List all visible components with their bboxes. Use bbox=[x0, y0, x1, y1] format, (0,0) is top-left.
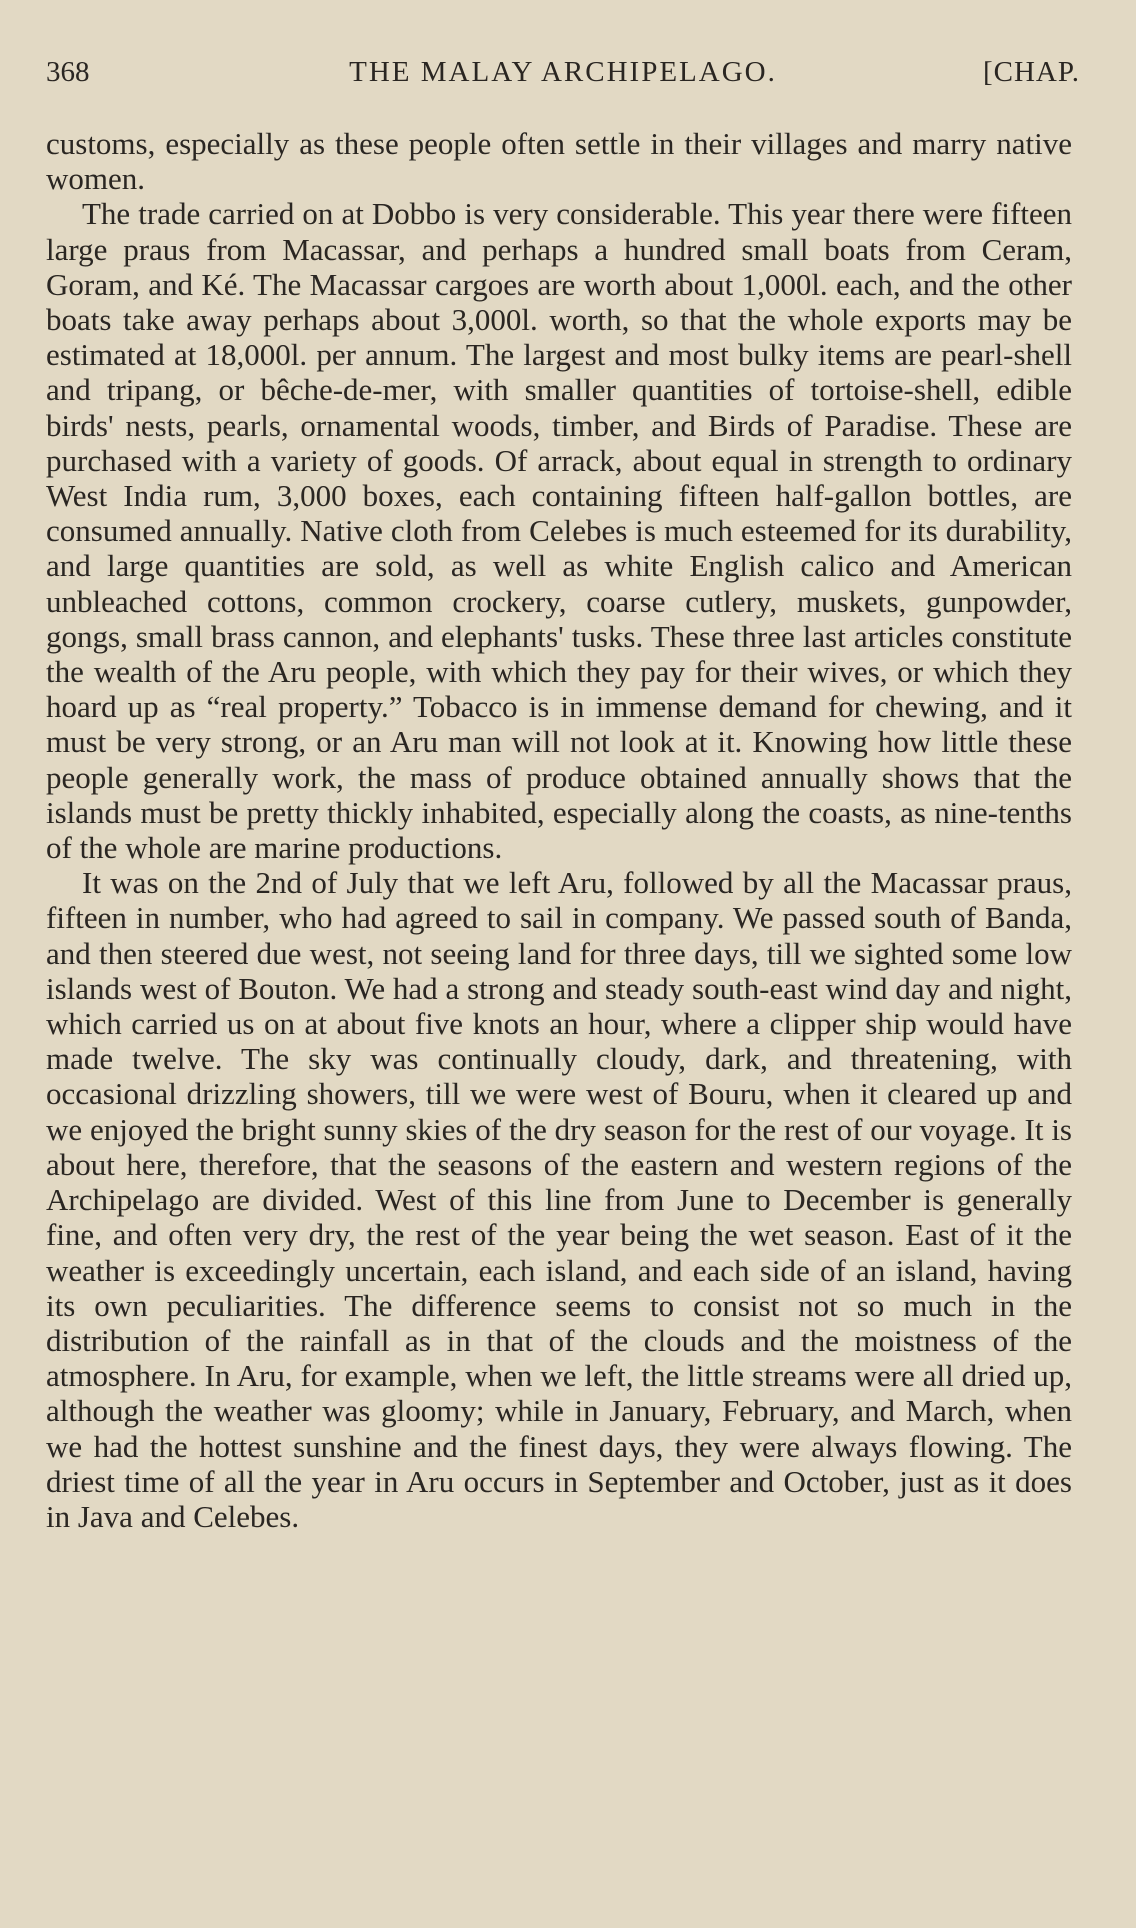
page-number: 368 bbox=[46, 56, 90, 88]
running-title: THE MALAY ARCHIPELAGO. bbox=[349, 56, 777, 88]
chapter-label: [CHAP. bbox=[982, 56, 1080, 88]
page-header bbox=[46, 52, 1080, 92]
paragraph-voyage: It was on the 2nd of July that we left Aru, followed by all the Macassar praus, fifteen in number, who had agreed to sail in company. We passed south of Banda, and then steered due west, not seeing land for three days, till we sighted some low islands west of Bouton. We had a strong and steady south-east wind day and night, which carried us on at about five knots an hour, where a clipper ship would have made twelve. The sky was continually cloudy, dark, and threatening, with occasional drizzling showers, till we were west of Bouru, when it cleared up and we enjoyed the bright sunny skies of the dry season for the rest of our voyage. It is about here, therefore, that the seasons of the eastern and western regions of the Archipelago are divided. West of this line from June to December is generally fine, and often very dry, the rest of the year being the wet season. East of it the weather is exceedingly uncertain, each island, and each side of an island, having its own peculiarities. The difference seems to consist not so much in the distribution of the rainfall as in that of the clouds and the moistness of the atmosphere. In Aru, for example, when we left, the little streams were all dried up, although the weather was gloomy; while in January, February, and March, when we had the hottest sunshine and the finest days, they were always flowing. The driest time of all the year in Aru occurs in September and October, just as it does in Java and Celebes. bbox=[46, 865, 1072, 1534]
paragraph-trade: The trade carried on at Dobbo is very considerable. This year there were fifteen large praus from Macassar, and perhaps a hundred small boats from Ceram, Goram, and Ké. The Macassar cargoes are worth about 1,000l. each, and the other boats take away perhaps about 3,000l. worth, so that the whole exports may be estimated at 18,000l. per annum. The largest and most bulky items are pearl-shell and tripang, or bêche-de-mer, with smaller quantities of tortoise-shell, edible birds' nests, pearls, ornamental woods, timber, and Birds of Paradise. These are purchased with a variety of goods. Of arrack, about equal in strength to ordinary West India rum, 3,000 boxes, each containing fifteen half-gallon bottles, are consumed annually. Native cloth from Celebes is much esteemed for its durability, and large quantities are sold, as well as white English calico and American unbleached cottons, common crockery, coarse cutlery, muskets, gunpowder, gongs, small brass cannon, and elephants' tusks. These three last articles constitute the wealth of the Aru people, with which they pay for their wives, or which they hoard up as “real property.” Tobacco is in immense demand for chewing, and it must be very strong, or an Aru man will not look at it. Knowing how little these people generally work, the mass of produce obtained annually shows that the islands must be pretty thickly inhabited, especially along the coasts, as nine-tenths of the whole are marine productions. bbox=[46, 196, 1072, 866]
body-text bbox=[46, 126, 1072, 1534]
paragraph-continued: customs, especially as these people often settle in their villages and marry native women. bbox=[46, 126, 1072, 197]
